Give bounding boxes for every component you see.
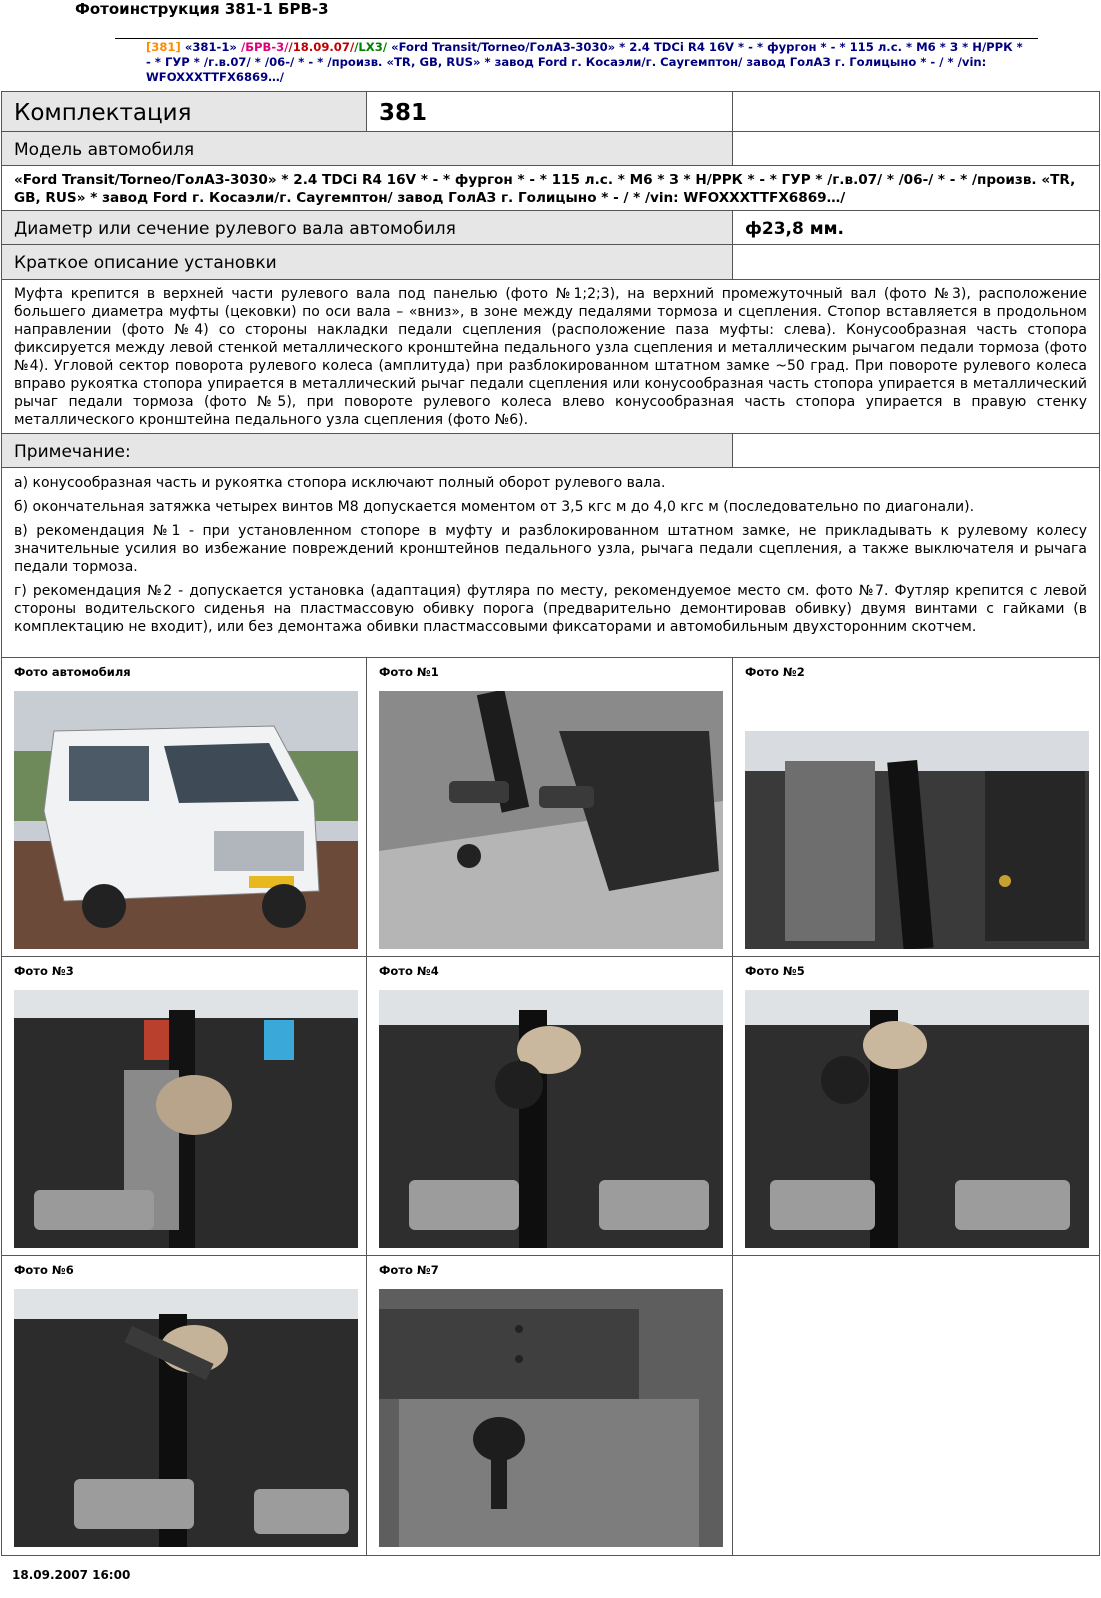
row-kit: [2, 92, 1099, 132]
desc-label: Краткое описание установки: [2, 245, 733, 279]
photo-5: [745, 990, 1089, 1248]
model-line: «Ford Transit/Torneo/ГолАЗ-3030» * 2.4 TDCi R4 16V * - * фургон * - * 115 л.с. * М6 * З * Н/РРК * - * ГУР * /г.в.07/ * /06-/ * - * /произв. «TR, GB, RUS» * завод Ford г. Косаэли/г. Саугемптон/ завод ГолАЗ г. Голицыно * - / * /vin: WFOXXXTTFX6869…/: [14, 172, 1076, 206]
caption-photo-3: Фото №3: [14, 964, 74, 978]
note-b: б) окончательная затяжка четырех винтов М8 допускается моментом от 3,5 кгс м до 4,0 кгс м (последовательно по диагонали).: [14, 499, 975, 515]
photo-row-1: [2, 658, 1099, 957]
shaft-label: Диаметр или сечение рулевого вала автомобиля: [2, 211, 733, 244]
caption-photo-5: Фото №5: [745, 964, 805, 978]
kit-empty: [733, 92, 1099, 131]
photo-cell-car: [2, 658, 367, 956]
caption-photo-1: Фото №1: [379, 665, 439, 679]
header-model-code: «381-1»: [184, 40, 237, 54]
model-empty: [733, 132, 1099, 165]
photo-row-2: [2, 957, 1099, 1256]
row-note-label: [2, 434, 1099, 468]
photo-cell-2: [733, 658, 1099, 956]
row-desc-label: [2, 245, 1099, 280]
photo-cell-5: [733, 957, 1099, 1255]
header-lx: /LX3/: [354, 40, 388, 54]
notes-block: [2, 468, 1099, 657]
photo-4: [379, 990, 723, 1248]
model-label: Модель автомобиля: [2, 132, 733, 165]
header-variant: /БРВ-3/: [240, 40, 289, 54]
caption-photo-6: Фото №6: [14, 1263, 74, 1277]
row-model-label: [2, 132, 1099, 166]
header-text: «Ford Transit/Torneo/ГолАЗ-3030» * 2.4 TDCi R4 16V * - * фургон * - * 115 л.с. * М6 * З * Н/РРК * - * ГУР * /г.в.07/ * /06-/ * - * /произв. «TR, GB, RUS» * завод Ford г. Косаэли/г. Саугемптон/ завод ГолАЗ г. Голицыно * - / * /vin: WFOXXXTTFX6869…/: [146, 40, 1023, 84]
photo-3: [14, 990, 358, 1248]
header-block: [146, 40, 1026, 85]
footer-timestamp: 18.09.2007 16:00: [12, 1568, 131, 1582]
photo-cell-empty: [733, 1256, 1099, 1555]
header-date: /18.09.07/: [288, 40, 355, 54]
note-c: в) рекомендация №1 - при установленном стопоре в муфту и разблокированном штатном замке, не прикладывать к рулевому колесу значительные усилия во избежание повреждений кронштейнов педального узла, рычага педали сцепления, а также выключателя и рычага педали тормоза.: [14, 523, 1087, 575]
photo-2: [745, 731, 1089, 949]
photo-row-3: [2, 1256, 1099, 1555]
photo-cell-4: [367, 957, 733, 1255]
caption-car: Фото автомобиля: [14, 665, 131, 679]
photo-6: [14, 1289, 358, 1547]
desc-empty: [733, 245, 1099, 279]
header-code: [381]: [146, 40, 181, 54]
photo-1: [379, 691, 723, 949]
kit-label: Комплектация: [2, 92, 367, 131]
photo-cell-6: [2, 1256, 367, 1555]
photo-car: [14, 691, 358, 949]
desc-text: Муфта крепится в верхней части рулевого вала под панелью (фото №1;2;3), на верхний промежуточный вал (фото №3), расположение большего диаметра муфты (цековки) по оси вала – «вниз», в зоне между педалями тормоза и сцепления. Стопор вставляется в продольном направлении (фото №4) со стороны накладки педали сцепления (расположение паза муфты: слева). Конусообразная часть стопора фиксируется между левой стенкой металлического кронштейна педального узла сцепления и металлическим рычагом педали тормоза (фото №4). Угловой сектор поворота рулевого колеса (амплитуда) при разблокированном штатном замке ~50 град. При повороте рулевого колеса вправо рукоятка стопора упирается в металлический рычаг педали сцепления или конусообразная часть стопора упирается в металлический рычаг педали тормоза (фото №5), при повороте рулевого колеса влево конусообразная часть стопора упирается в правую стенку металлического кронштейна педального узла сцепления (фото №6).: [14, 286, 1087, 428]
row-model-value: [2, 166, 1099, 211]
photo-cell-3: [2, 957, 367, 1255]
row-notes: [2, 468, 1099, 658]
note-empty: [733, 434, 1099, 467]
shaft-value: ф23,8 мм.: [745, 219, 844, 239]
photo-7: [379, 1289, 723, 1547]
note-d: г) рекомендация №2 - допускается установка (адаптация) футляра по месту, рекомендуемое место см. фото №7. Футляр крепится с левой стороны водительского сиденья на пластмассовую обивку порога (предварительно демонтировав обивку) двумя винтами с гайками (в комплектацию не входит), или без демонтажа обивки пластмассовыми фиксаторами и автомобильным двухсторонним скотчем.: [14, 583, 1087, 635]
note-a: а) конусообразная часть и рукоятка стопора исключают полный оборот рулевого вала.: [14, 475, 666, 491]
photo-cell-1: [367, 658, 733, 956]
photo-cell-7: [367, 1256, 733, 1555]
row-desc-text: [2, 280, 1099, 434]
instruction-table: [1, 91, 1100, 1556]
note-label: Примечание:: [2, 434, 733, 467]
caption-photo-2: Фото №2: [745, 665, 805, 679]
caption-photo-4: Фото №4: [379, 964, 439, 978]
caption-photo-7: Фото №7: [379, 1263, 439, 1277]
kit-value: 381: [367, 92, 733, 131]
row-shaft: [2, 211, 1099, 245]
document-title: Фотоинструкция 381-1 БРВ-3: [75, 0, 329, 18]
header-divider: [115, 38, 1038, 39]
